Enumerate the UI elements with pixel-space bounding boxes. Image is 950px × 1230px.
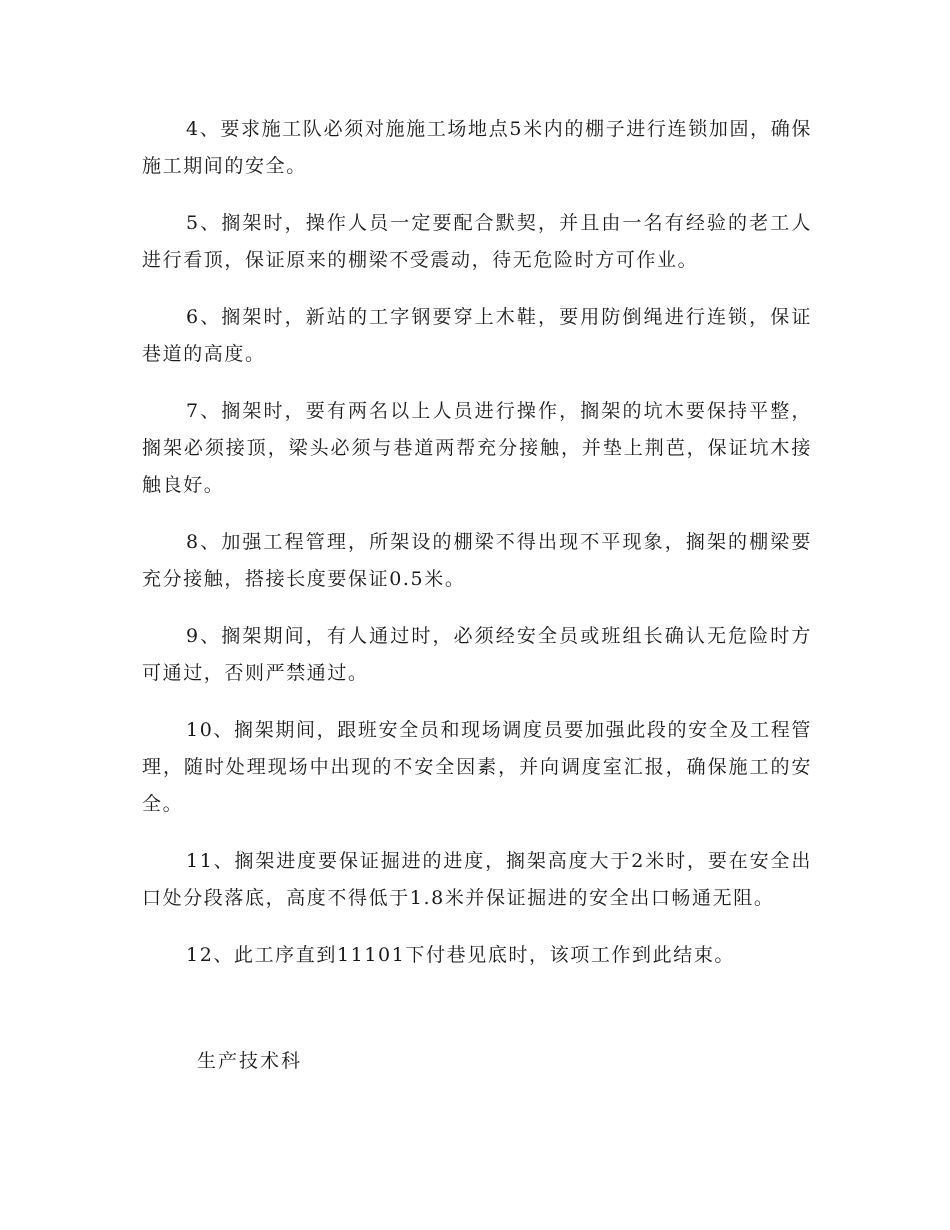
document-body [142, 111, 812, 994]
paragraph-item-6: 6、搁架时，新站的工字钢要穿上木鞋，要用防倒绳进行连锁，保证巷道的高度。 [142, 306, 812, 365]
paragraph-item-12: 12、此工序直到11101下付巷见底时，该项工作到此结束。 [186, 944, 736, 966]
paragraph-item-4: 4、要求施工队必须对施施工场地点5米内的棚子进行连锁加固，确保施工期间的安全。 [142, 118, 812, 177]
paragraph-item-11: 11、搁架进度要保证掘进的进度，搁架高度大于2米时，要在安全出口处分段落底，高度不得低于1.8米并保证掘进的安全出口畅通无阻。 [142, 850, 812, 909]
department-signature: 生产技术科 [197, 1050, 303, 1072]
paragraph-item-8: 8、加强工程管理，所架设的棚梁不得出现不平现象，搁架的棚梁要充分接触，搭接长度要保证0.5米。 [142, 531, 812, 590]
paragraph-item-5: 5、搁架时，操作人员一定要配合默契，并且由一名有经验的老工人进行看顶，保证原来的棚梁不受震动，待无危险时方可作业。 [142, 212, 812, 271]
paragraph-item-10: 10、搁架期间，跟班安全员和现场调度员要加强此段的安全及工程管理，随时处理现场中出现的不安全因素，并向调度室汇报，确保施工的安全。 [142, 719, 812, 815]
paragraph-item-9: 9、搁架期间，有人通过时，必须经安全员或班组长确认无危险时方可通过，否则严禁通过。 [142, 625, 812, 684]
paragraph-item-7: 7、搁架时，要有两名以上人员进行操作，搁架的坑木要保持平整，搁架必须接顶，梁头必须与巷道两帮充分接触，并垫上荆芭，保证坑木接触良好。 [142, 400, 812, 496]
